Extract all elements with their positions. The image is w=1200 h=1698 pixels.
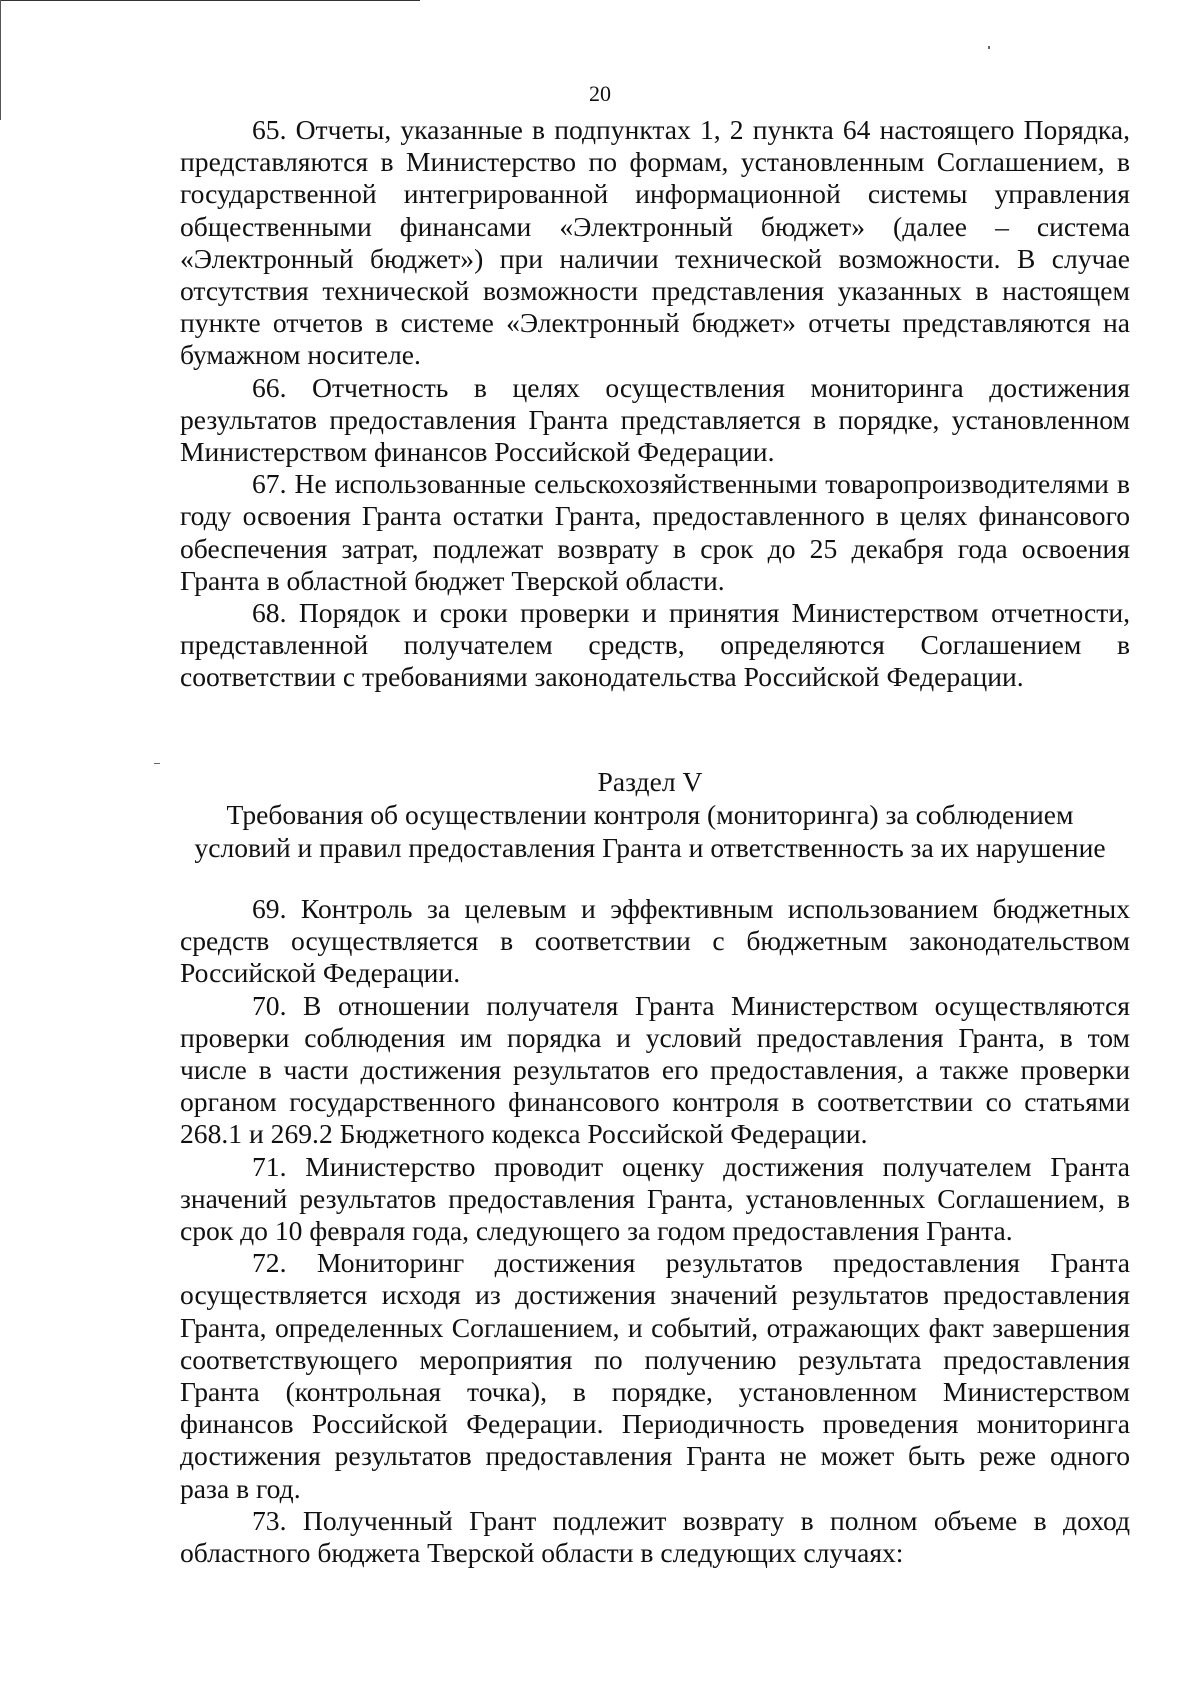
section-heading-line-1: Требования об осуществлении контроля (мониторинга) за соблюдением [226, 799, 1074, 830]
scan-speck [988, 46, 990, 49]
paragraph-69: 69. Контроль за целевым и эффективным использованием бюджетных средств осуществляется в соответствии с бюджетным законодательством Российской Федерации. [180, 893, 1130, 989]
paragraph-65: 65. Отчеты, указанные в подпунктах 1, 2 пункта 64 настоящего Порядка, представляются в Министерство по формам, установленным Соглашением, в государственной интегрированной информационной системы управления общественными финансами «Электронный бюджет» (далее – система «Электронный бюджет») при наличии технической возможности. В случае отсутствия технической возможности представления указанных в настоящем пункте отчетов в системе «Электронный бюджет» отчеты представляются на бумажном носителе. [180, 114, 1130, 371]
scan-speck [154, 763, 160, 764]
page-number: 20 [589, 81, 611, 106]
paragraph-68: 68. Порядок и сроки проверки и принятия Министерством отчетности, представленной получателем средств, определяются Соглашением в соответствии с требованиями законодательства Российской Федерации. [180, 597, 1130, 693]
paragraph-72: 72. Мониторинг достижения результатов предоставления Гранта осуществляется исходя из достижения значений результатов предоставления Гранта, определенных Соглашением, и событий, отражающих факт завершения соответствующего мероприятия по получению результата предоставления Гранта (контрольная точка), в порядке, установленном Министерством финансов Российской Федерации. Периодичность проведения мониторинга достижения результатов предоставления Гранта не может быть реже одного раза в год. [180, 1247, 1130, 1504]
text-block-before-section [180, 114, 1130, 694]
paragraph-73: 73. Полученный Грант подлежит возврату в полном объеме в доход областного бюджета Тверской области в следующих случаях: [180, 1504, 1130, 1569]
paragraph-70: 70. В отношении получателя Гранта Министерством осуществляются проверки соблюдения им порядка и условий предоставления Гранта, в том числе в части достижения результатов его предоставления, а также проверки органом государственного финансового контроля в соответствии со статьями 268.1 и 269.2 Бюджетного кодекса Российской Федерации. [180, 989, 1130, 1150]
section-heading [150, 799, 1150, 864]
paragraph-66: 66. Отчетность в целях осуществления мониторинга достижения результатов предоставления Гранта представляется в порядке, установленном Министерством финансов Российской Федерации. [180, 371, 1130, 468]
paragraph-67: 67. Не использованные сельскохозяйственными товаропроизводителями в году освоения Гранта остатки Гранта, предоставленного в целях финансового обеспечения затрат, подлежат возврату в срок до 25 декабря года освоения Гранта в областной бюджет Тверской области. [180, 468, 1130, 596]
text-block-after-section [180, 893, 1130, 1569]
section-heading-line-2: условий и правил предоставления Гранта и ответственность за их нарушение [194, 831, 1106, 863]
scan-edge-top [0, 0, 420, 1]
section-number: Раздел V [597, 766, 703, 797]
paragraph-71: 71. Министерство проводит оценку достижения получателем Гранта значений результатов предоставления Гранта, установленных Соглашением, в срок до 10 февраля года, следующего за годом предоставления Гранта. [180, 1150, 1130, 1247]
